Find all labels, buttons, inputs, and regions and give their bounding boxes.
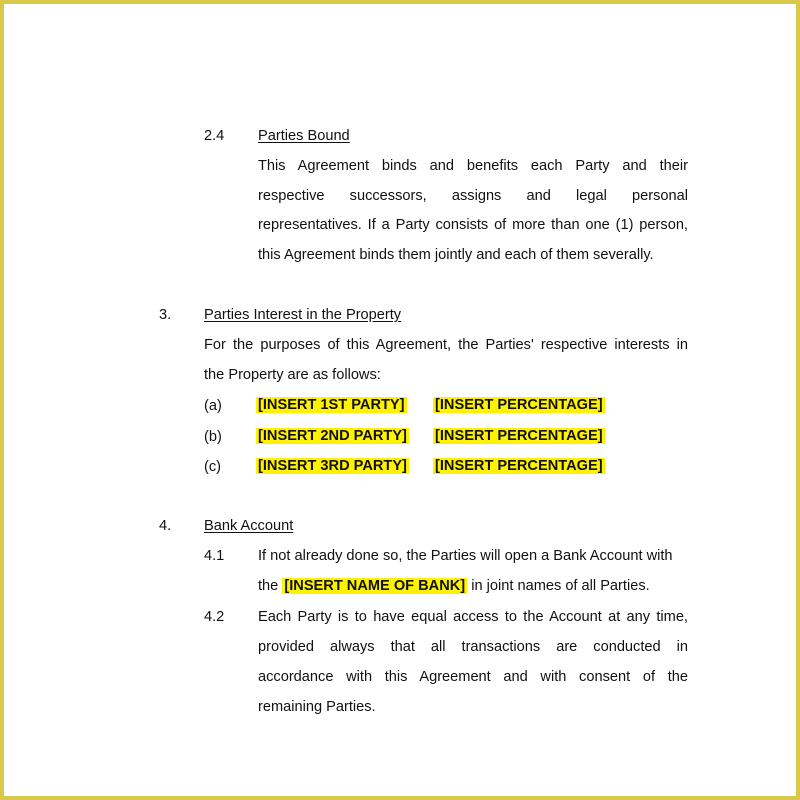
paragraph-line: For the purposes of this Agreement, the Parties' respective interests in — [204, 337, 688, 353]
paragraph-line: this Agreement binds them jointly and each of them severally. — [258, 247, 654, 263]
paragraph-line: provided always that all transactions are conducted in — [258, 639, 688, 655]
percentage-placeholder: [INSERT PERCENTAGE] — [435, 397, 603, 413]
paragraph-line: remaining Parties. — [258, 699, 376, 715]
paragraph-line-with-placeholder — [258, 578, 650, 594]
paragraph-line: Each Party is to have equal access to the Account at any time, — [258, 609, 688, 625]
paragraph-line: the Property are as follows: — [204, 367, 381, 383]
paragraph-line: accordance with this Agreement and with consent of the — [258, 669, 688, 685]
subsection-number-4-1: 4.1 — [204, 548, 225, 564]
section-heading-parties-interest: Parties Interest in the Property — [204, 307, 402, 323]
party-placeholder: [INSERT 1ST PARTY] — [258, 397, 405, 413]
percentage-placeholder: [INSERT PERCENTAGE] — [435, 458, 603, 474]
section-number-3: 3. — [159, 307, 172, 323]
party-placeholder: [INSERT 3RD PARTY] — [258, 458, 407, 474]
text-fragment: in joint names of all Parties. — [471, 578, 650, 594]
section-number-4: 4. — [159, 518, 172, 534]
subsection-number-4-2: 4.2 — [204, 609, 225, 625]
section-heading-parties-bound: Parties Bound — [258, 128, 350, 144]
list-item-label: (a) — [204, 398, 222, 414]
paragraph-line: This Agreement binds and benefits each Party and their — [258, 158, 688, 174]
list-item-label: (c) — [204, 459, 222, 475]
bank-name-placeholder: [INSERT NAME OF BANK] — [284, 578, 466, 594]
paragraph-line: respective successors, assigns and legal personal — [258, 188, 688, 204]
text-fragment: the — [258, 578, 279, 594]
party-placeholder: [INSERT 2ND PARTY] — [258, 428, 407, 444]
percentage-placeholder: [INSERT PERCENTAGE] — [435, 428, 603, 444]
list-item-label: (b) — [204, 429, 222, 445]
paragraph-line: If not already done so, the Parties will open a Bank Account with — [258, 548, 673, 564]
section-heading-bank-account: Bank Account — [204, 518, 294, 534]
paragraph-line: representatives. If a Party consists of more than one (1) person, — [258, 217, 688, 233]
section-number-2-4: 2.4 — [204, 128, 225, 144]
